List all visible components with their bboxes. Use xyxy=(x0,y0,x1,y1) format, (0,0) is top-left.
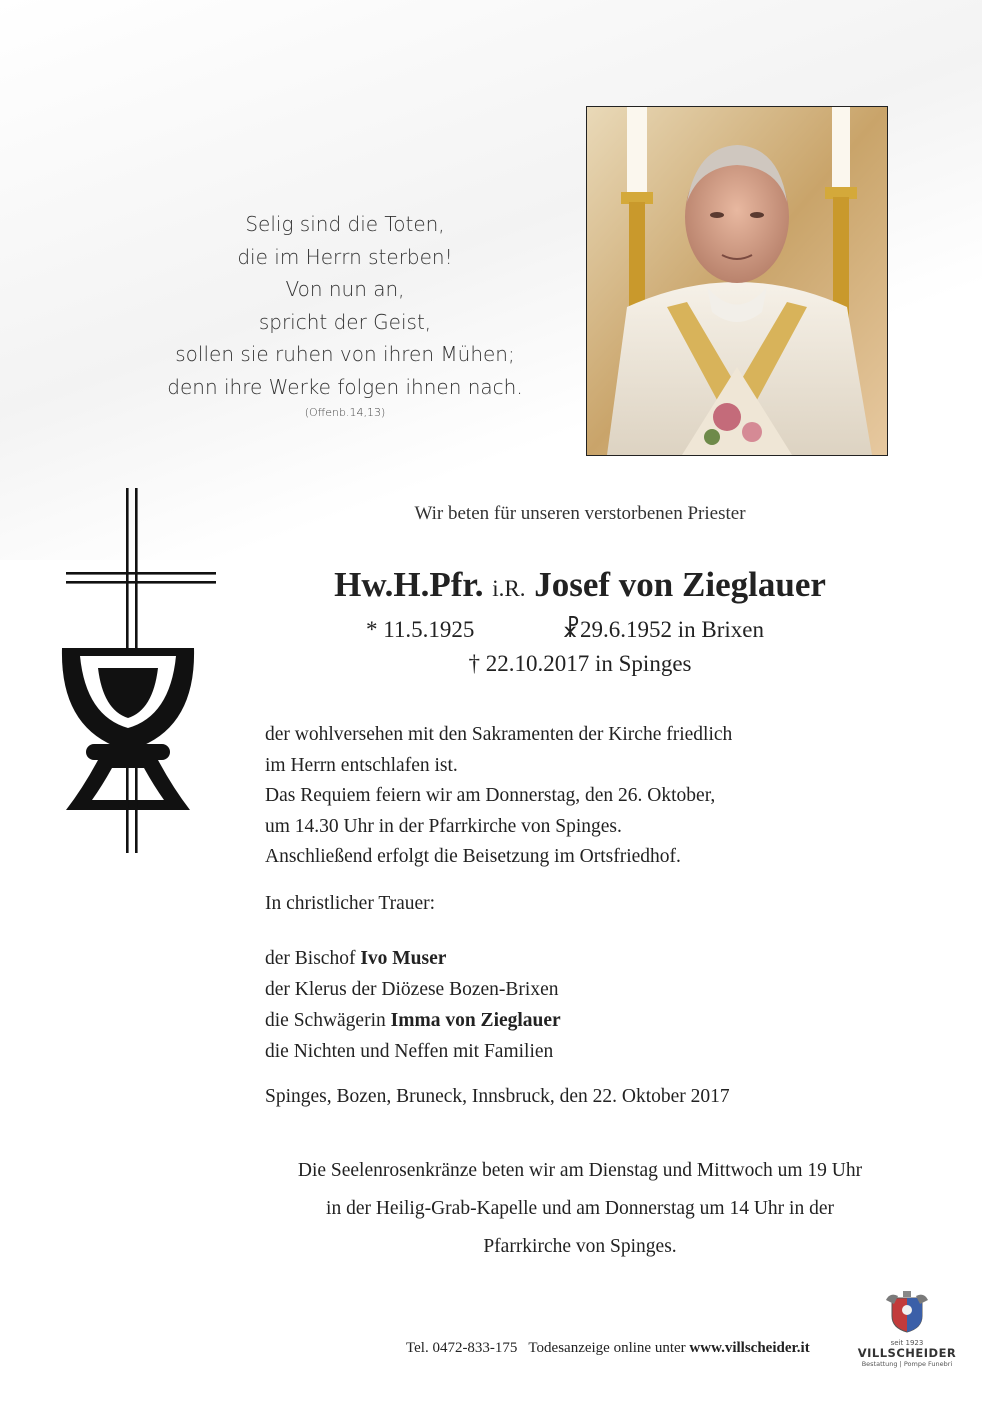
announcement-line: im Herrn entschlafen ist. xyxy=(265,754,458,776)
mourner-name: Imma von Zieglauer xyxy=(390,1010,561,1031)
phone-number: Tel. 0472-833-175 xyxy=(406,1340,518,1356)
coat-of-arms-icon xyxy=(882,1290,932,1334)
verse-line: denn ihre Werke folgen ihnen nach. xyxy=(167,374,523,399)
mourner-relation: der Bischof xyxy=(265,948,356,969)
rosary-line: Die Seelenrosenkränze beten wir am Dienstag und Mittwoch um 19 Uhr xyxy=(297,1160,863,1181)
verse-reference: (Offenb.14,13) xyxy=(304,406,386,419)
mourner-bishop xyxy=(265,943,885,974)
retired-abbreviation: i.R. xyxy=(492,576,526,601)
logo-brand: VILLSCHEIDER xyxy=(857,1346,957,1360)
announcement-line: Anschließend erfolgt die Beisetzung im Ortsfriedhof. xyxy=(265,846,681,867)
portrait-illustration xyxy=(587,107,887,455)
ordination-date: ☧29.6.1952 in Brixen xyxy=(562,617,765,642)
announcement-line: um 14.30 Uhr in der Pfarrkirche von Spinges. xyxy=(265,815,622,837)
verse-line: Von nun an, xyxy=(285,277,405,301)
footer-contact xyxy=(406,1340,810,1357)
logo-tagline: Bestattung | Pompe Funebri xyxy=(861,1360,953,1368)
mourner-clergy: der Klerus der Diözese Bozen-Brixen xyxy=(265,979,559,1000)
logo-since: seit 1923 xyxy=(890,1339,924,1347)
verse-line: spricht der Geist, xyxy=(258,309,432,334)
funeral-home-logo xyxy=(856,1290,958,1372)
mourners-list xyxy=(265,943,885,1067)
mourner-family: die Nichten und Neffen mit Familien xyxy=(265,1041,554,1062)
announcement-line: Das Requiem feiern wir am Donnerstag, den 26. Oktober, xyxy=(265,785,716,806)
intro-text: Wir beten für unseren verstorbenen Priester xyxy=(414,503,746,524)
rosary-info xyxy=(250,1152,910,1266)
deceased-name xyxy=(250,565,910,605)
mourner-sister-in-law xyxy=(265,1005,885,1036)
mourning-heading: In christlicher Trauer: xyxy=(265,893,436,914)
place-and-date: Spinges, Bozen, Bruneck, Innsbruck, den 22. Oktober 2017 xyxy=(265,1086,730,1107)
announcement-line: der wohlversehen mit den Sakramenten der Kirche friedlich xyxy=(265,724,733,745)
birth-date: * 11.5.1925 xyxy=(366,617,475,642)
verse-line: Selig sind die Toten, xyxy=(245,212,445,236)
online-prefix: Todesanzeige online unter xyxy=(528,1340,686,1356)
rosary-line: Pfarrkirche von Spinges. xyxy=(483,1236,677,1257)
verse-line: die im Herrn sterben! xyxy=(237,244,453,269)
cross-chalice-icon xyxy=(58,488,218,853)
full-name: Josef von Zieglauer xyxy=(534,565,826,604)
mourner-relation: die Schwägerin xyxy=(265,1010,386,1031)
website-link[interactable]: www.villscheider.it xyxy=(689,1340,810,1356)
mourner-name: Ivo Muser xyxy=(360,948,447,969)
clerical-title: Hw.H.Pfr. xyxy=(334,565,484,604)
priest-portrait-photo xyxy=(586,106,888,456)
verse-line: sollen sie ruhen von ihren Mühen; xyxy=(175,342,515,366)
bible-verse xyxy=(150,208,540,423)
death-date: † 22.10.2017 in Spinges xyxy=(468,651,692,676)
rosary-line: in der Heilig-Grab-Kapelle und am Donnerstag um 14 Uhr in der xyxy=(326,1198,834,1219)
announcement-text xyxy=(265,720,885,873)
